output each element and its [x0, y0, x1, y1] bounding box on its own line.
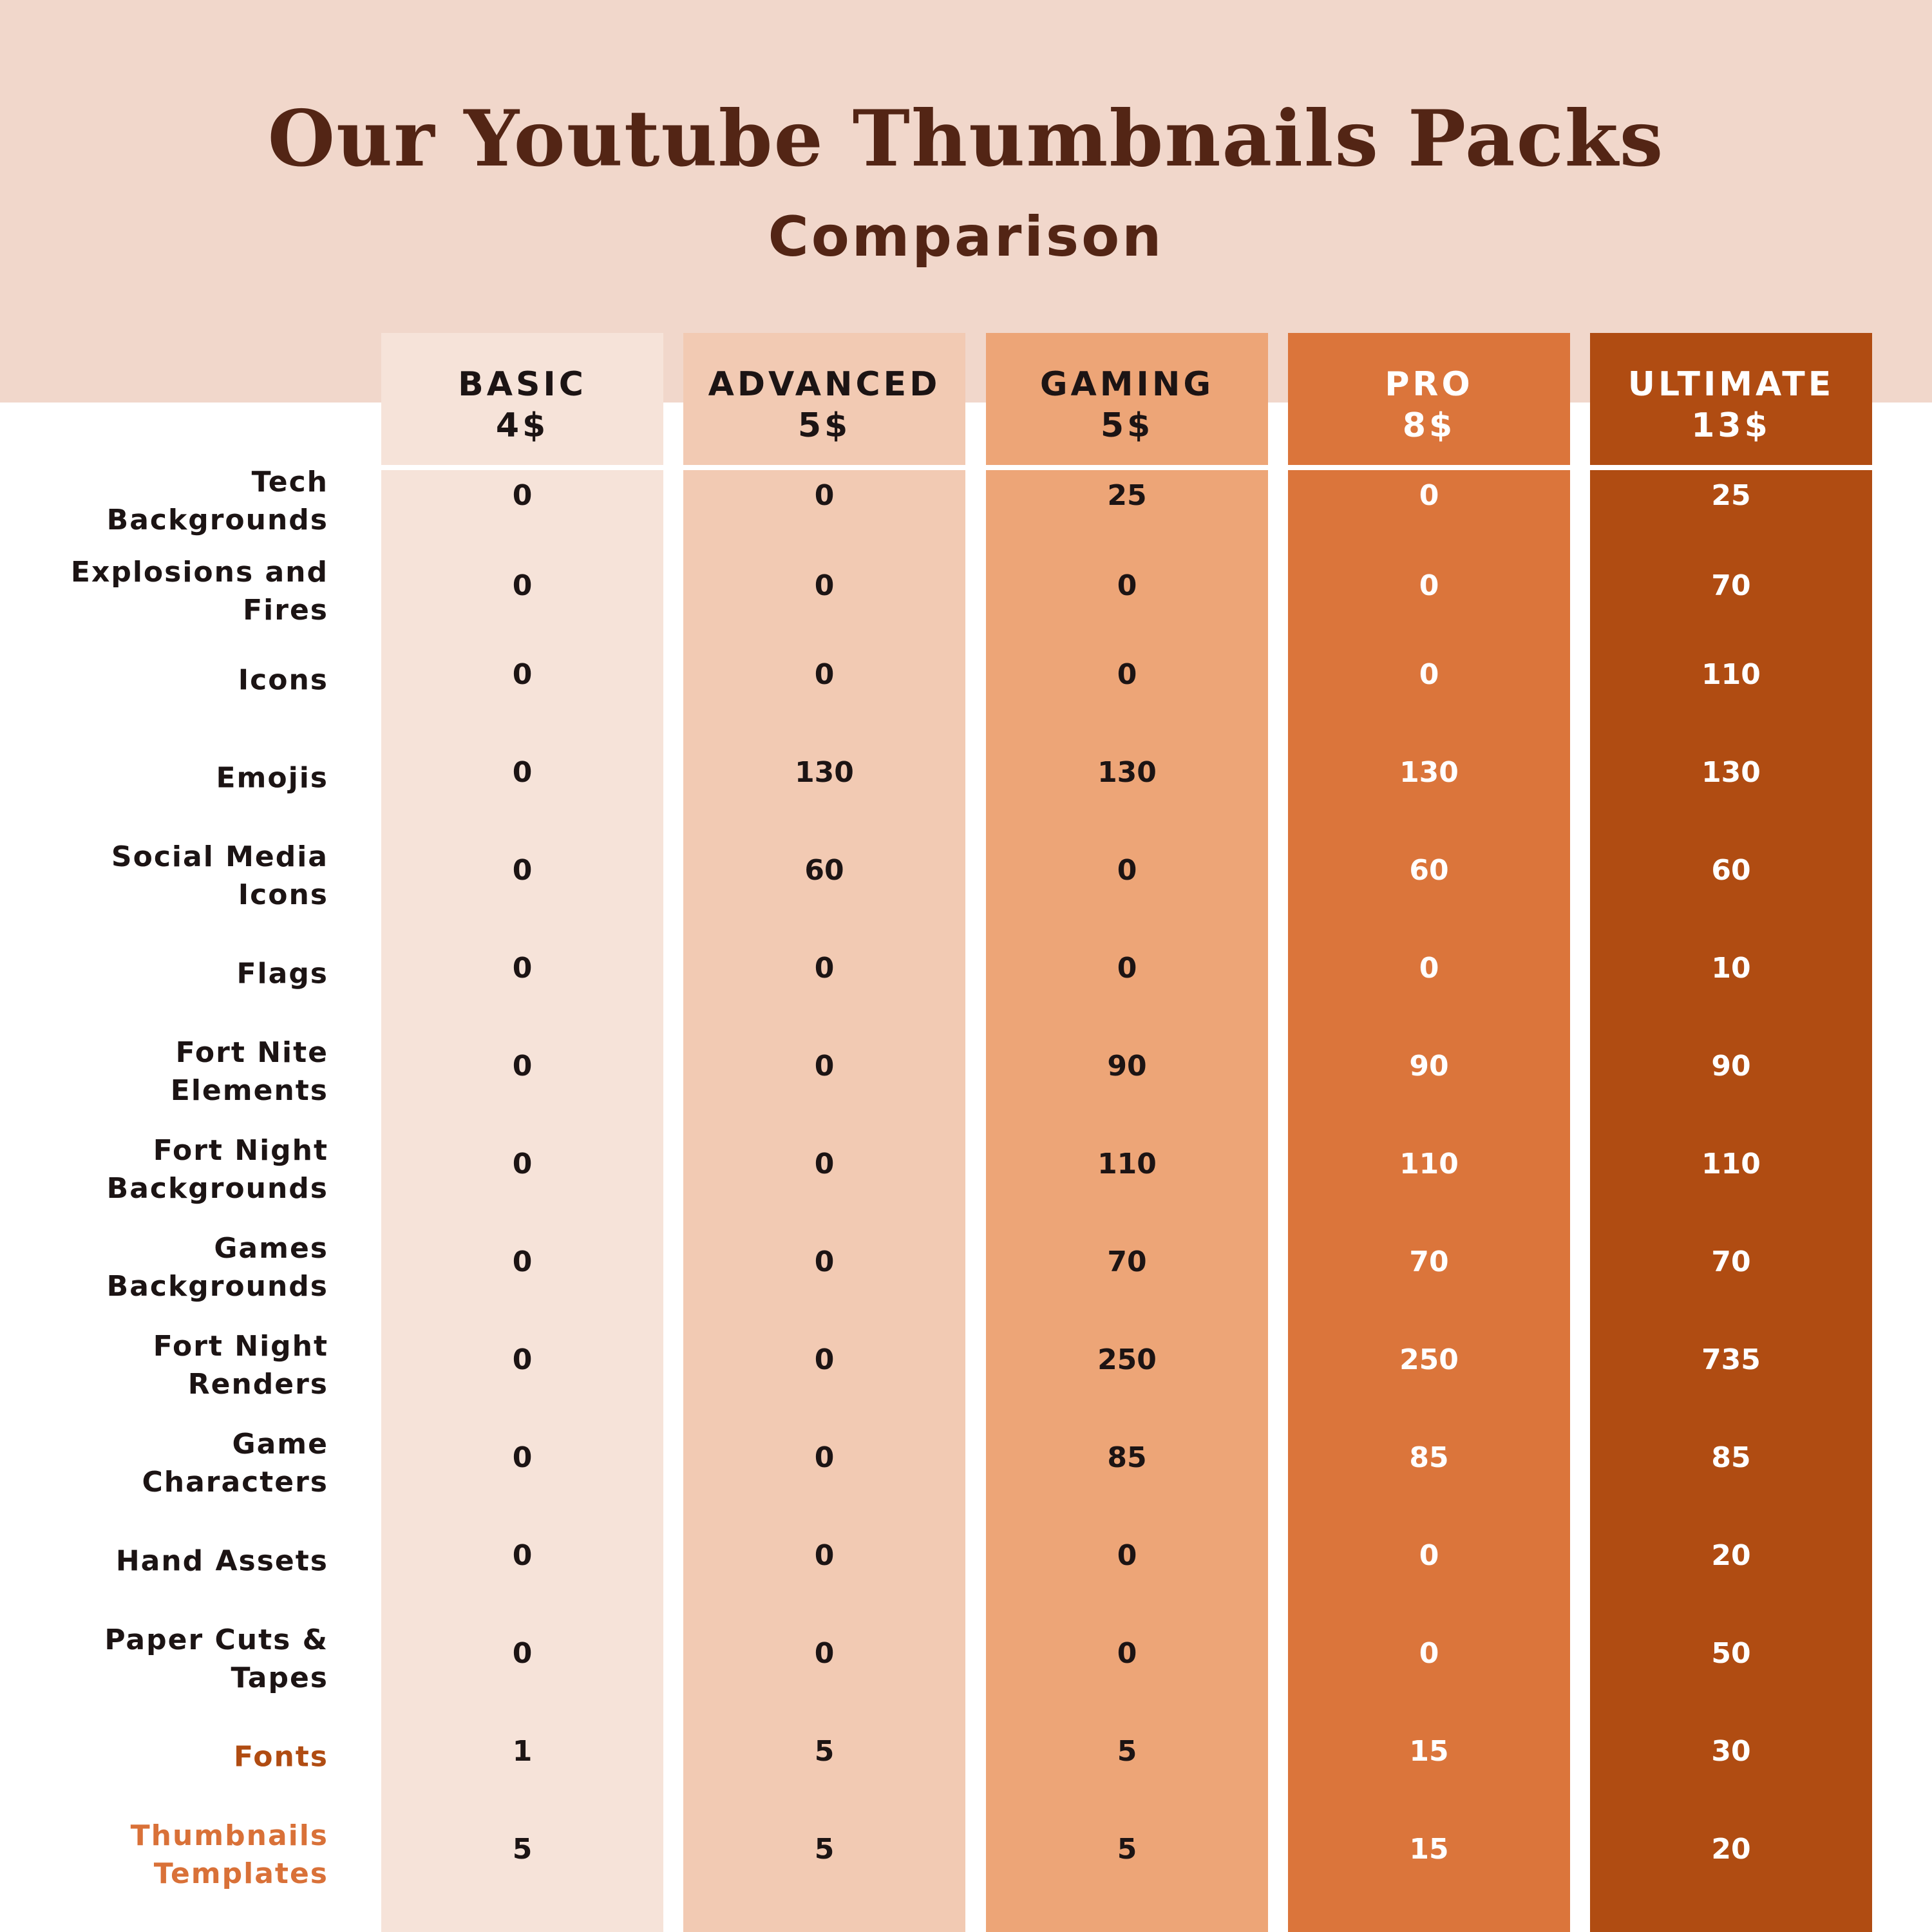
header-divider: [381, 465, 663, 470]
value-cell: 70: [1107, 1245, 1147, 1278]
row-label: Social Media Icons: [111, 840, 328, 911]
value-cell: 5: [1117, 1735, 1137, 1768]
value-cell: 0: [814, 658, 835, 691]
plan-name: GAMING: [1039, 365, 1215, 404]
value-cell: 5: [814, 1735, 835, 1768]
row-label: Fort Night Renders: [153, 1330, 328, 1401]
plan-name: ULTIMATE: [1627, 365, 1835, 404]
value-cell: 0: [1419, 952, 1439, 985]
plan-column-advanced: [683, 333, 965, 1932]
value-cell: 0: [1419, 658, 1439, 691]
value-cell: 60: [1711, 854, 1751, 887]
value-cell: 0: [512, 1245, 533, 1278]
value-cell: 110: [1097, 1148, 1157, 1180]
value-cell: 25: [1107, 479, 1147, 512]
value-cell: 0: [1419, 1539, 1439, 1572]
value-cell: 0: [512, 1539, 533, 1572]
value-cell: 0: [512, 854, 533, 887]
value-cell: 250: [1399, 1343, 1459, 1376]
value-cell: 90: [1711, 1050, 1751, 1083]
header-divider: [1590, 465, 1872, 470]
value-cell: 1: [512, 1735, 533, 1768]
row-label: Game Characters: [142, 1428, 328, 1499]
value-cell: 110: [1701, 1148, 1761, 1180]
value-cell: 70: [1409, 1245, 1449, 1278]
row-label: Flags: [236, 957, 328, 990]
header-divider: [683, 465, 965, 470]
plan-name: BASIC: [458, 365, 587, 404]
value-cell: 250: [1097, 1343, 1157, 1376]
plan-column-pro: [1288, 333, 1570, 1932]
row-label: Explosions and Fires: [70, 556, 328, 627]
row-label: Icons: [238, 663, 328, 697]
value-cell: 0: [1117, 658, 1137, 691]
value-cell: 20: [1711, 1539, 1751, 1572]
plan-price: 13$: [1691, 406, 1771, 445]
value-cell: 130: [1097, 756, 1157, 789]
value-cell: 0: [1117, 569, 1137, 602]
value-cell: 0: [814, 1050, 835, 1083]
value-cell: 0: [1117, 952, 1137, 985]
row-label: Fort Nite Elements: [170, 1036, 328, 1107]
value-cell: 0: [814, 1441, 835, 1474]
value-cell: 0: [1117, 854, 1137, 887]
value-cell: 0: [1419, 479, 1439, 512]
value-cell: 60: [804, 854, 844, 887]
value-cell: 0: [512, 1148, 533, 1180]
value-cell: 0: [512, 756, 533, 789]
plan-header: [1590, 333, 1872, 465]
value-cell: 5: [814, 1833, 835, 1866]
row-label: Thumbnails Templates: [130, 1819, 328, 1890]
value-cell: 60: [1409, 854, 1449, 887]
plan-header: [683, 333, 965, 465]
value-cell: 20: [1711, 1833, 1751, 1866]
row-label: Fonts: [233, 1740, 328, 1774]
value-cell: 130: [1701, 756, 1761, 789]
value-cell: 0: [814, 1343, 835, 1376]
row-label: Games Backgrounds: [106, 1232, 328, 1303]
header-divider: [1288, 465, 1570, 470]
plan-column-gaming: [986, 333, 1268, 1932]
plan-price: 8$: [1402, 406, 1456, 445]
value-cell: 5: [512, 1833, 533, 1866]
plan-header: [986, 333, 1268, 465]
row-label: Fort Night Backgrounds: [106, 1134, 328, 1205]
value-cell: 110: [1701, 658, 1761, 691]
value-cell: 130: [795, 756, 854, 789]
value-cell: 0: [512, 1441, 533, 1474]
value-cell: 15: [1409, 1833, 1449, 1866]
value-cell: 85: [1409, 1441, 1449, 1474]
value-cell: 0: [1117, 1637, 1137, 1670]
row-label: Paper Cuts & Tapes: [104, 1624, 328, 1694]
value-cell: 85: [1107, 1441, 1147, 1474]
value-cell: 0: [814, 1539, 835, 1572]
value-cell: 0: [1117, 1539, 1137, 1572]
row-label: Emojis: [216, 761, 328, 795]
plan-name: ADVANCED: [708, 365, 941, 404]
value-cell: 0: [512, 952, 533, 985]
value-cell: 70: [1711, 1245, 1751, 1278]
header-divider: [986, 465, 1268, 470]
plan-price: 5$: [1100, 406, 1154, 445]
value-cell: 0: [814, 1148, 835, 1180]
value-cell: 0: [814, 479, 835, 512]
page-subtitle: Comparison: [768, 205, 1164, 269]
row-label: Hand Assets: [115, 1544, 328, 1578]
page-title: Our Youtube Thumbnails Packs: [267, 93, 1665, 184]
value-cell: 0: [512, 1343, 533, 1376]
value-cell: 0: [512, 1637, 533, 1670]
value-cell: 0: [512, 658, 533, 691]
plan-column-basic: [381, 333, 663, 1932]
value-cell: 90: [1409, 1050, 1449, 1083]
value-cell: 0: [1419, 1637, 1439, 1670]
value-cell: 0: [814, 1245, 835, 1278]
value-cell: 0: [814, 1637, 835, 1670]
value-cell: 50: [1711, 1637, 1751, 1670]
plan-column-ultimate: [1590, 333, 1872, 1932]
value-cell: 25: [1711, 479, 1751, 512]
value-cell: 5: [1117, 1833, 1137, 1866]
value-cell: 0: [814, 952, 835, 985]
value-cell: 110: [1399, 1148, 1459, 1180]
value-cell: 70: [1711, 569, 1751, 602]
value-cell: 0: [512, 479, 533, 512]
value-cell: 0: [512, 1050, 533, 1083]
plan-price: 5$: [797, 406, 851, 445]
value-cell: 0: [814, 569, 835, 602]
plan-price: 4$: [495, 406, 549, 445]
value-cell: 15: [1409, 1735, 1449, 1768]
value-cell: 85: [1711, 1441, 1751, 1474]
value-cell: 735: [1701, 1343, 1761, 1376]
value-cell: 0: [1419, 569, 1439, 602]
value-cell: 30: [1711, 1735, 1751, 1768]
plan-name: PRO: [1385, 365, 1473, 404]
plan-header: [1288, 333, 1570, 465]
value-cell: 90: [1107, 1050, 1147, 1083]
value-cell: 10: [1711, 952, 1751, 985]
value-cell: 0: [512, 569, 533, 602]
plan-header: [381, 333, 663, 465]
value-cell: 130: [1399, 756, 1459, 789]
row-label: Tech Backgrounds: [106, 466, 328, 536]
